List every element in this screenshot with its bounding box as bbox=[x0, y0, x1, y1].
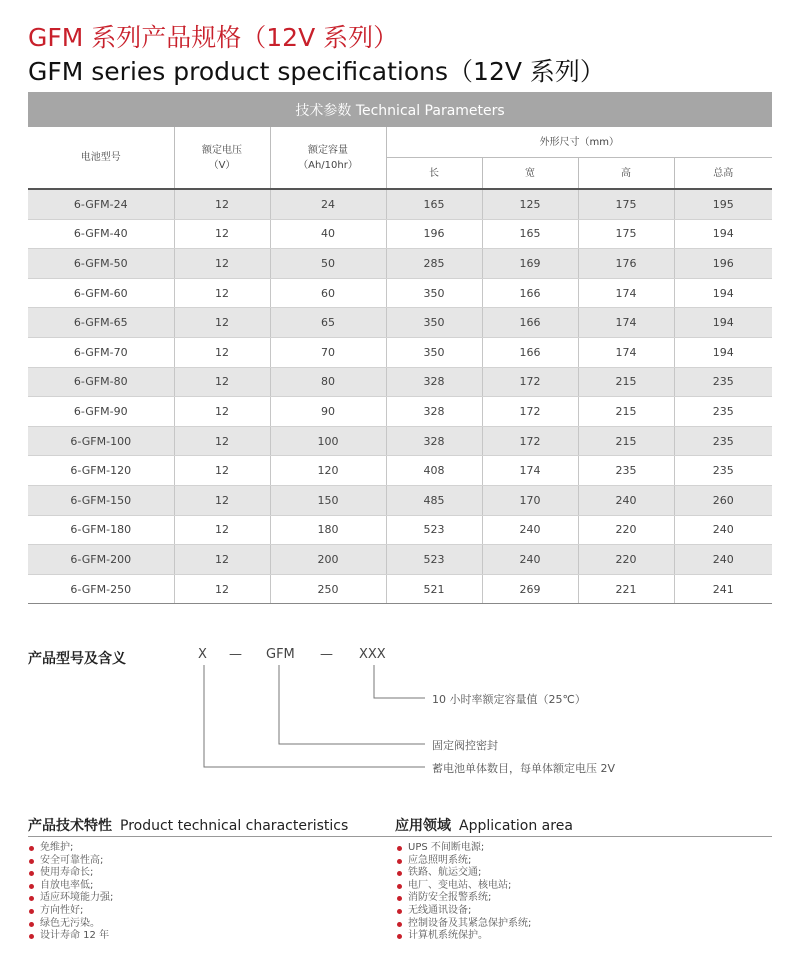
cell-length: 523 bbox=[386, 515, 482, 545]
header-height: 高 bbox=[578, 158, 674, 190]
cell-length: 350 bbox=[386, 278, 482, 308]
cell-model: 6-GFM-150 bbox=[28, 485, 174, 515]
cell-height: 174 bbox=[578, 308, 674, 338]
cell-width: 166 bbox=[482, 308, 578, 338]
table-row bbox=[28, 456, 772, 486]
cell-width: 165 bbox=[482, 219, 578, 249]
header-capacity-label: 额定容量 bbox=[308, 144, 348, 156]
cell-capacity: 120 bbox=[270, 456, 386, 486]
cell-capacity: 40 bbox=[270, 219, 386, 249]
model-meaning-label: 产品型号及含义 bbox=[28, 651, 126, 667]
cell-width: 169 bbox=[482, 249, 578, 279]
cell-capacity: 90 bbox=[270, 397, 386, 427]
cell-height: 235 bbox=[578, 456, 674, 486]
list-item-text: 铁路、航运交通; bbox=[408, 867, 482, 879]
cell-height: 175 bbox=[578, 189, 674, 219]
list-item-text: 方向性好; bbox=[40, 904, 84, 916]
cell-model: 6-GFM-80 bbox=[28, 367, 174, 397]
characteristics-title-cn: 产品技术特性 bbox=[28, 818, 112, 834]
cell-height: 215 bbox=[578, 426, 674, 456]
cell-model: 6-GFM-65 bbox=[28, 308, 174, 338]
cell-capacity: 70 bbox=[270, 337, 386, 367]
cell-height: 174 bbox=[578, 278, 674, 308]
cell-model: 6-GFM-90 bbox=[28, 397, 174, 427]
bullet-dot-icon bbox=[29, 922, 34, 927]
list-item-text: 控制设备及其紧急保护系统; bbox=[408, 917, 532, 929]
list-item bbox=[396, 880, 531, 893]
cell-height: 215 bbox=[578, 397, 674, 427]
cell-total-height: 235 bbox=[674, 397, 772, 427]
cell-voltage: 12 bbox=[174, 485, 270, 515]
table-row bbox=[28, 397, 772, 427]
code-gfm: GFM bbox=[266, 647, 295, 662]
cell-model: 6-GFM-120 bbox=[28, 456, 174, 486]
header-length: 长 bbox=[386, 158, 482, 190]
cell-voltage: 12 bbox=[174, 426, 270, 456]
cell-voltage: 12 bbox=[174, 397, 270, 427]
cell-total-height: 240 bbox=[674, 515, 772, 545]
cell-model: 6-GFM-250 bbox=[28, 574, 174, 604]
list-item bbox=[396, 892, 531, 905]
bullet-dot-icon bbox=[29, 871, 34, 876]
cell-width: 170 bbox=[482, 485, 578, 515]
list-item-text: 电厂、变电站、核电站; bbox=[408, 879, 512, 891]
cell-voltage: 12 bbox=[174, 367, 270, 397]
cell-capacity: 250 bbox=[270, 574, 386, 604]
cell-length: 485 bbox=[386, 485, 482, 515]
cell-length: 408 bbox=[386, 456, 482, 486]
list-item bbox=[396, 905, 531, 918]
cell-total-height: 235 bbox=[674, 426, 772, 456]
list-item bbox=[28, 918, 113, 931]
header-total-height: 总高 bbox=[674, 158, 772, 190]
list-item-text: 计算机系统保护。 bbox=[408, 930, 488, 942]
list-item-text: 无线通讯设备; bbox=[408, 904, 472, 916]
table-row bbox=[28, 249, 772, 279]
cell-height: 240 bbox=[578, 485, 674, 515]
cell-width: 240 bbox=[482, 545, 578, 575]
cell-length: 350 bbox=[386, 308, 482, 338]
header-voltage-label: 额定电压 bbox=[202, 144, 242, 156]
explain-x: 蓄电池单体数目，每单体额定电压 2V bbox=[432, 762, 616, 775]
list-item bbox=[396, 930, 531, 943]
connector-xxx bbox=[374, 665, 425, 698]
cell-length: 196 bbox=[386, 219, 482, 249]
list-item bbox=[28, 905, 113, 918]
table-row bbox=[28, 485, 772, 515]
connector-x bbox=[204, 665, 425, 767]
list-item bbox=[28, 930, 113, 943]
spec-table bbox=[28, 92, 772, 604]
table-row bbox=[28, 278, 772, 308]
connector-gfm bbox=[279, 665, 425, 744]
cell-length: 523 bbox=[386, 545, 482, 575]
bullet-dot-icon bbox=[397, 846, 402, 851]
cell-total-height: 194 bbox=[674, 278, 772, 308]
cell-total-height: 240 bbox=[674, 545, 772, 575]
cell-width: 174 bbox=[482, 456, 578, 486]
code-x: X bbox=[198, 647, 207, 662]
cell-model: 6-GFM-200 bbox=[28, 545, 174, 575]
list-item-text: 使用寿命长; bbox=[40, 867, 94, 879]
characteristics-list bbox=[28, 842, 113, 943]
table-row bbox=[28, 574, 772, 604]
bullet-dot-icon bbox=[29, 884, 34, 889]
cell-height: 176 bbox=[578, 249, 674, 279]
header-capacity-unit: （Ah/10hr） bbox=[298, 159, 358, 171]
cell-voltage: 12 bbox=[174, 219, 270, 249]
list-item bbox=[28, 855, 113, 868]
cell-voltage: 12 bbox=[174, 189, 270, 219]
characteristics-heading bbox=[28, 815, 348, 835]
cell-width: 172 bbox=[482, 367, 578, 397]
application-title-cn: 应用领域 bbox=[395, 818, 451, 834]
list-item bbox=[396, 855, 531, 868]
cell-width: 240 bbox=[482, 515, 578, 545]
cell-voltage: 12 bbox=[174, 515, 270, 545]
table-row bbox=[28, 426, 772, 456]
bullet-dot-icon bbox=[29, 846, 34, 851]
cell-width: 166 bbox=[482, 337, 578, 367]
cell-capacity: 60 bbox=[270, 278, 386, 308]
cell-capacity: 200 bbox=[270, 545, 386, 575]
table-row bbox=[28, 337, 772, 367]
cell-length: 350 bbox=[386, 337, 482, 367]
cell-voltage: 12 bbox=[174, 574, 270, 604]
cell-length: 165 bbox=[386, 189, 482, 219]
table-row bbox=[28, 545, 772, 575]
cell-model: 6-GFM-24 bbox=[28, 189, 174, 219]
list-item bbox=[396, 867, 531, 880]
list-item-text: 消防安全报警系统; bbox=[408, 892, 492, 904]
bullet-dot-icon bbox=[397, 859, 402, 864]
cell-total-height: 241 bbox=[674, 574, 772, 604]
page-title-en: GFM series product specifications（12V 系列） bbox=[28, 57, 605, 86]
cell-total-height: 195 bbox=[674, 189, 772, 219]
bullet-dot-icon bbox=[397, 934, 402, 939]
list-item-text: UPS 不间断电源; bbox=[408, 842, 485, 853]
bullet-dot-icon bbox=[397, 909, 402, 914]
list-item-text: 设计寿命 12 年 bbox=[40, 930, 110, 942]
cell-capacity: 100 bbox=[270, 426, 386, 456]
header-model: 电池型号 bbox=[28, 127, 174, 189]
list-item-text: 免维护; bbox=[40, 842, 74, 853]
table-banner: 技术参数 Technical Parameters bbox=[28, 92, 772, 127]
code-dash-2: — bbox=[320, 647, 333, 662]
cell-voltage: 12 bbox=[174, 337, 270, 367]
cell-length: 328 bbox=[386, 426, 482, 456]
header-voltage bbox=[174, 127, 270, 189]
application-list bbox=[396, 842, 531, 943]
table-row bbox=[28, 189, 772, 219]
cell-total-height: 260 bbox=[674, 485, 772, 515]
cell-width: 166 bbox=[482, 278, 578, 308]
cell-length: 285 bbox=[386, 249, 482, 279]
header-capacity bbox=[270, 127, 386, 189]
bullet-dot-icon bbox=[29, 896, 34, 901]
cell-total-height: 194 bbox=[674, 308, 772, 338]
explain-gfm: 固定阀控密封 bbox=[432, 739, 498, 752]
code-xxx: XXX bbox=[359, 647, 386, 662]
cell-capacity: 180 bbox=[270, 515, 386, 545]
cell-capacity: 80 bbox=[270, 367, 386, 397]
cell-length: 328 bbox=[386, 367, 482, 397]
bullet-dot-icon bbox=[29, 909, 34, 914]
list-item bbox=[28, 880, 113, 893]
cell-capacity: 50 bbox=[270, 249, 386, 279]
cell-height: 220 bbox=[578, 515, 674, 545]
cell-capacity: 24 bbox=[270, 189, 386, 219]
cell-height: 215 bbox=[578, 367, 674, 397]
cell-total-height: 235 bbox=[674, 367, 772, 397]
header-width: 宽 bbox=[482, 158, 578, 190]
list-item bbox=[396, 918, 531, 931]
cell-voltage: 12 bbox=[174, 249, 270, 279]
bullet-dot-icon bbox=[397, 896, 402, 901]
list-item bbox=[28, 842, 113, 855]
cell-total-height: 194 bbox=[674, 337, 772, 367]
cell-capacity: 65 bbox=[270, 308, 386, 338]
cell-height: 174 bbox=[578, 337, 674, 367]
table-row bbox=[28, 367, 772, 397]
cell-model: 6-GFM-70 bbox=[28, 337, 174, 367]
cell-height: 221 bbox=[578, 574, 674, 604]
cell-width: 172 bbox=[482, 426, 578, 456]
cell-total-height: 194 bbox=[674, 219, 772, 249]
cell-model: 6-GFM-40 bbox=[28, 219, 174, 249]
cell-voltage: 12 bbox=[174, 545, 270, 575]
list-item bbox=[396, 842, 531, 855]
application-heading bbox=[395, 815, 573, 835]
list-item bbox=[28, 892, 113, 905]
cell-capacity: 150 bbox=[270, 485, 386, 515]
cell-model: 6-GFM-60 bbox=[28, 278, 174, 308]
section-divider bbox=[28, 836, 772, 837]
page-title-cn: GFM 系列产品规格（12V 系列） bbox=[28, 23, 399, 52]
cell-length: 328 bbox=[386, 397, 482, 427]
cell-width: 269 bbox=[482, 574, 578, 604]
cell-width: 172 bbox=[482, 397, 578, 427]
cell-width: 125 bbox=[482, 189, 578, 219]
cell-voltage: 12 bbox=[174, 456, 270, 486]
cell-height: 220 bbox=[578, 545, 674, 575]
cell-height: 175 bbox=[578, 219, 674, 249]
cell-voltage: 12 bbox=[174, 278, 270, 308]
list-item-text: 适应环境能力强; bbox=[40, 892, 114, 904]
bullet-dot-icon bbox=[29, 859, 34, 864]
cell-voltage: 12 bbox=[174, 308, 270, 338]
bullet-dot-icon bbox=[397, 884, 402, 889]
cell-model: 6-GFM-100 bbox=[28, 426, 174, 456]
explain-xxx: 10 小时率额定容量值（25℃） bbox=[432, 693, 586, 706]
list-item bbox=[28, 867, 113, 880]
table-row bbox=[28, 219, 772, 249]
table-row bbox=[28, 308, 772, 338]
cell-total-height: 235 bbox=[674, 456, 772, 486]
cell-length: 521 bbox=[386, 574, 482, 604]
bullet-dot-icon bbox=[397, 922, 402, 927]
bullet-dot-icon bbox=[29, 934, 34, 939]
characteristics-title-en: Product technical characteristics bbox=[120, 818, 349, 834]
list-item-text: 绿色无污染。 bbox=[40, 917, 100, 929]
list-item-text: 应急照明系统; bbox=[408, 854, 472, 866]
list-item-text: 安全可靠性高; bbox=[40, 854, 104, 866]
cell-model: 6-GFM-180 bbox=[28, 515, 174, 545]
application-title-en: Application area bbox=[459, 818, 573, 834]
spec-table-body bbox=[28, 189, 772, 604]
table-row bbox=[28, 515, 772, 545]
list-item-text: 自放电率低; bbox=[40, 879, 94, 891]
header-dimensions: 外形尺寸（mm） bbox=[386, 127, 772, 158]
code-dash-1: — bbox=[229, 647, 242, 662]
cell-total-height: 196 bbox=[674, 249, 772, 279]
header-voltage-unit: （V） bbox=[208, 159, 236, 171]
bullet-dot-icon bbox=[397, 871, 402, 876]
cell-model: 6-GFM-50 bbox=[28, 249, 174, 279]
